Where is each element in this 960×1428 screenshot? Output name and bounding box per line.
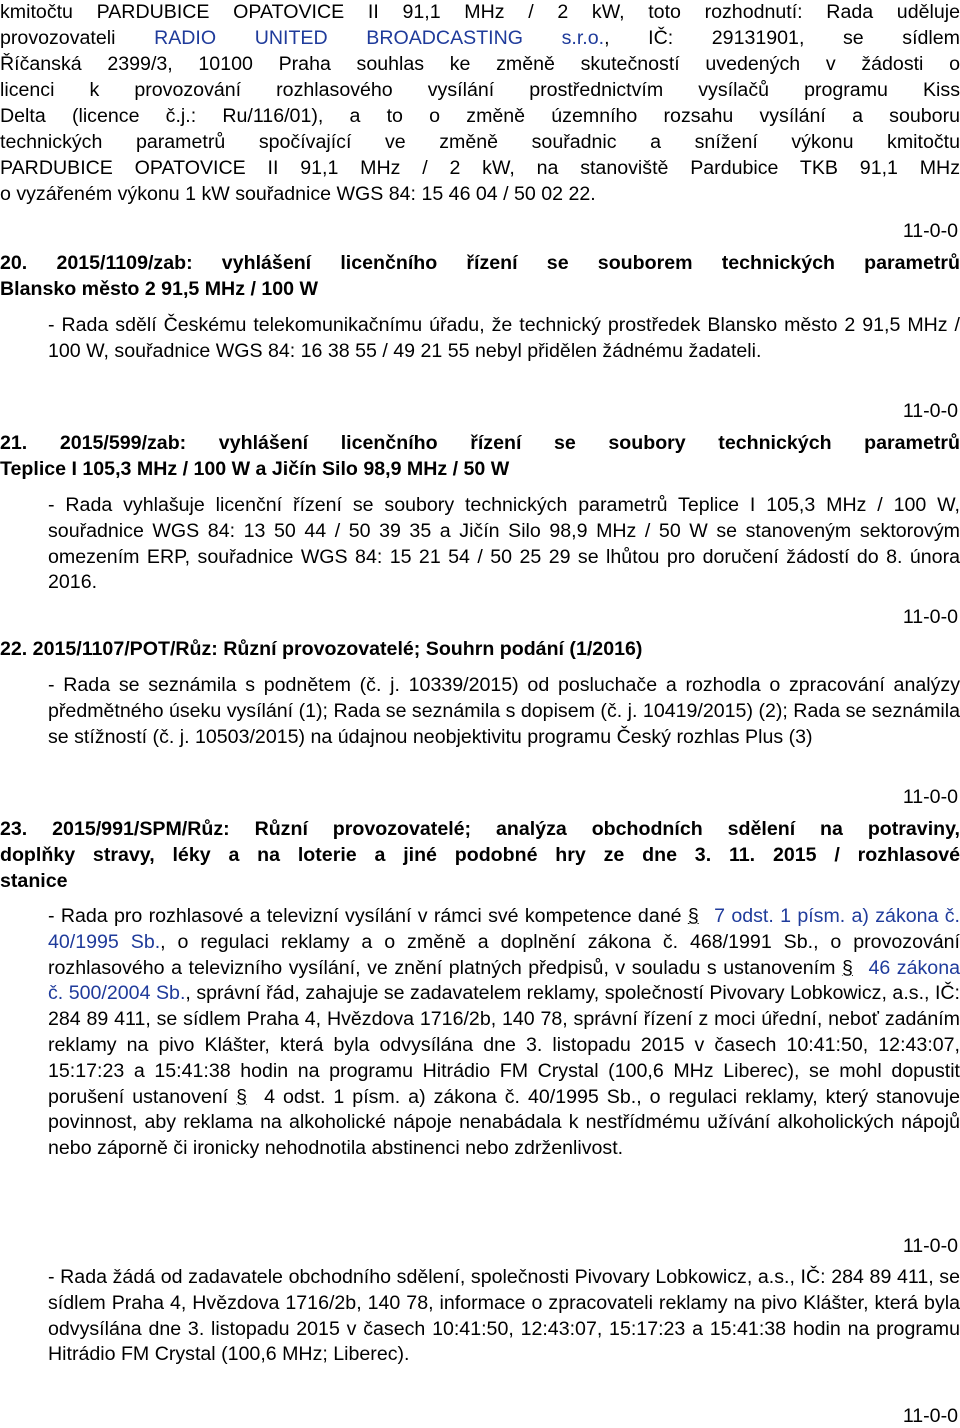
item-23-body-1: - Rada pro rozhlasové a televizní vysílání v rámci své kompetence dané § 7 odst. 1 písm. a) zákona č. 40/1995 Sb., o regulaci reklamy a o změně a doplnění zákona č. 468/1991 Sb., o provozování rozhlasového a televizního vysílání, ve znění platných předpisů, v souladu s ustanovením § 46 zákona č. 500/2004 Sb., správní řád, zahajuje se zadavatelem reklamy, společností Pivovary Lobkowicz, a.s., IČ: 284 89 411, se sídlem Praha 4, Hvězdova 1716/2b, 140 78, správní řízení z moci úřední, neboť zadáním reklamy na pivo Klášter, která byla odvysílána dne 3. listopadu 2015 v časech 10:41:50, 12:43:07, 15:17:23 a 15:41:38 hodin na programu Hitrádio FM Crystal (100,6 MHz Liberec), se mohl dopustit porušení ustanovení § 4 odst. 1 písm. a) zákona č. 40/1995 Sb., o regulaci reklamy, který stanovuje povinnost, aby reklama na alkoholické nápoje nenabádala k nestřídmému užívání alkoholických nápojů nebo záporně či ironicky nehodnotila abstinenci nebo zdrženlivost.	[48, 905, 960, 1160]
section-sign-icon: §	[687, 905, 699, 927]
intro-paragraph	[0, 0, 960, 207]
item-22-heading: 22. 2015/1107/POT/Růz: Různí provozovatelé; Souhrn podání (1/2016)	[0, 638, 643, 660]
law-link[interactable]: 46 zákona č. 500/2004 Sb.	[48, 956, 960, 1005]
intro-line-6: technických parametrů spočívající ve změně souřadnic a snížení výkonu kmitočtu	[0, 131, 960, 153]
intro-line-7: PARDUBICE OPATOVICE II 91,1 MHz / 2 kW, na stanoviště Pardubice TKB 91,1 MHz	[0, 157, 960, 179]
section-sign-icon: §	[841, 956, 853, 979]
item-22-body: - Rada se seznámila s podnětem (č. j. 10339/2015) od posluchače a rozhodla o zpracování analýzy předmětného úseku vysílání (1); Rada se seznámila s dopisem (č. j. 10419/2015) (2); Rada se seznámila se stížností (č. j. 10503/2015) na údajnou neobjektivitu programu Český rozhlas Plus (3)	[48, 674, 960, 748]
intro-line-1: kmitočtu PARDUBICE OPATOVICE II 91,1 MHz / 2 kW, toto rozhodnutí: Rada uděluje	[0, 1, 960, 23]
item-23-body-2: - Rada žádá od zadavatele obchodního sdělení, společnosti Pivovary Lobkowicz, a.s., IČ: 284 89 411, se sídlem Praha 4, Hvězdova 1716/2b, 140 78, informace o zpracovateli reklamy na pivo Klášter, která byla odvysílána dne 3. listopadu 2015 v časech 10:41:50, 12:43:07, 15:17:23 a 15:41:38 hodin na programu Hitrádio FM Crystal (100,6 MHz; Liberec).	[48, 1266, 960, 1366]
intro-line-4: licenci k provozování rozhlasového vysílání prostřednictvím vysílačů programu Kiss	[0, 79, 960, 101]
vote-result: 11-0-0	[902, 400, 958, 422]
intro-line-8: o vyzářeném výkonu 1 kW souřadnice WGS 84: 15 46 04 / 50 02 22.	[0, 183, 596, 205]
vote-result: 11-0-0	[902, 220, 958, 242]
item-20-body: - Rada sdělí Českému telekomunikačnímu úřadu, že technický prostředek Blansko město 2 91,5 MHz / 100 W, souřadnice WGS 84: 16 38 55 / 49 21 55 nebyl přidělen žádnému žadateli.	[48, 314, 960, 362]
intro-line-3: Říčanská 2399/3, 10100 Praha souhlas ke změně skutečností uvedených v žádosti o	[0, 53, 960, 75]
vote-result: 11-0-0	[902, 606, 958, 628]
intro-line-5: Delta (licence č.j.: Ru/116/01), a to o změně územního rozsahu vysílání a souboru	[0, 105, 960, 127]
vote-result: 11-0-0	[902, 1405, 958, 1427]
item-21-body: - Rada vyhlašuje licenční řízení se soubory technických parametrů Teplice I 105,3 MHz / 100 W, souřadnice WGS 84: 13 50 44 / 50 39 35 a Jičín Silo 98,9 MHz / 50 W se stanoveným sektorovým omezením ERP, souřadnice WGS 84: 15 21 54 / 50 25 29 se lhůtou pro doručení žádostí do 8. února 2016.	[48, 494, 960, 594]
item-20-heading: 20. 2015/1109/zab: vyhlášení licenčního řízení se souborem technických parametrů Blansko město 2 91,5 MHz / 100 W	[0, 252, 960, 300]
intro-line-2: provozovateli RADIO UNITED BROADCASTING s.r.o., IČ: 29131901, se sídlem	[0, 27, 960, 49]
company-link[interactable]: RADIO UNITED BROADCASTING s.r.o.	[154, 27, 605, 49]
law-link[interactable]: 7 odst. 1 písm. a) zákona č. 40/1995 Sb.	[48, 905, 960, 953]
vote-result: 11-0-0	[902, 786, 958, 808]
vote-result: 11-0-0	[902, 1235, 958, 1257]
item-21-heading: 21. 2015/599/zab: vyhlášení licenčního řízení se soubory technických parametrů Teplice I 105,3 MHz / 100 W a Jičín Silo 98,9 MHz / 50 W	[0, 432, 960, 480]
item-23-heading: 23. 2015/991/SPM/Růz: Různí provozovatelé; analýza obchodních sdělení na potraviny, doplňky stravy, léky a na loterie a jiné podobné hry ze dne 3. 11. 2015 / rozhlasové stanice	[0, 818, 960, 892]
section-sign-icon: §	[236, 1085, 247, 1108]
